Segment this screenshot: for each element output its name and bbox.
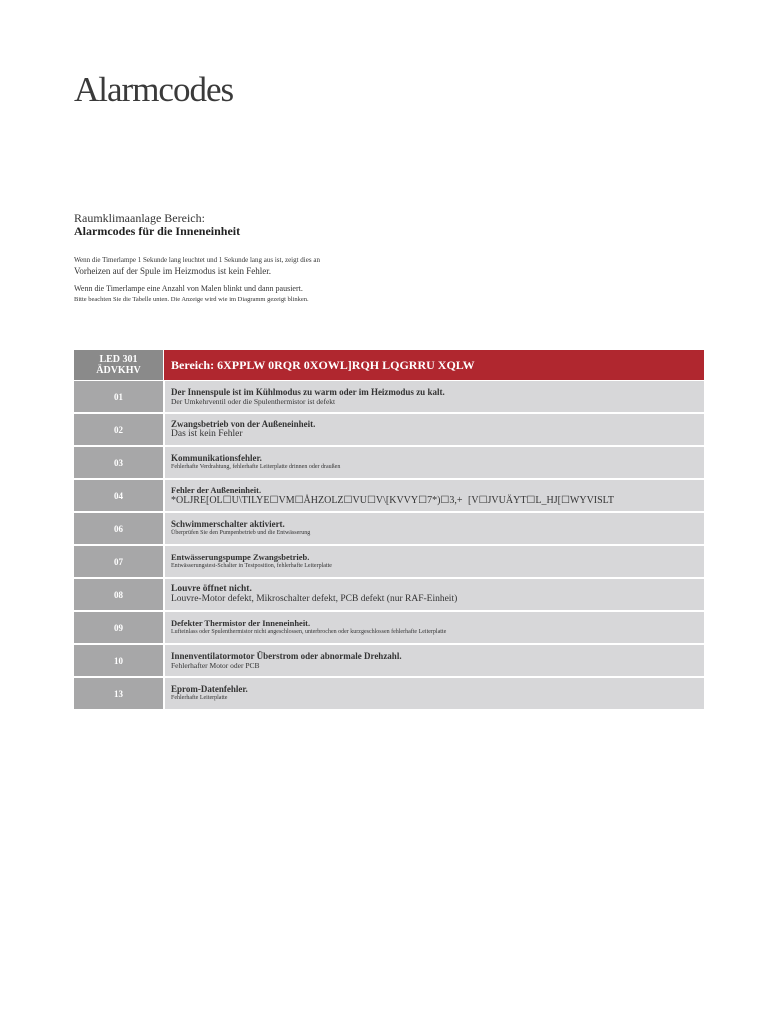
alarm-description	[163, 678, 704, 711]
alarm-code: 01	[74, 381, 163, 414]
section-heading: Alarmcodes für die Inneneinheit	[74, 224, 241, 238]
intro-note-1: Wenn die Timerlampe 1 Sekunde lang leuchtet und 1 Sekunde lang aus ist, zeigt dies an	[74, 256, 320, 264]
table-row	[74, 513, 704, 546]
alarm-detail: Das ist kein Fehler	[171, 429, 243, 439]
alarm-detail: Entwässerungstest-Schalter in Testposition, fehlerhafte Leiterplatte	[171, 563, 332, 569]
alarm-detail: Der Umkehrventil oder die Spulenthermistor ist defekt	[171, 396, 336, 406]
intro-note-2: Vorheizen auf der Spule im Heizmodus ist kein Fehler.	[74, 266, 272, 276]
alarm-code: 06	[74, 513, 163, 546]
alarm-detail: Fehlerhafte Verdrahtung, fehlerhafte Leiterplatte drinnen oder draußen	[171, 464, 341, 470]
table-row	[74, 414, 704, 447]
alarm-description	[163, 546, 704, 579]
alarm-title: Zwangsbetrieb von der Außeneinheit.	[171, 419, 316, 429]
led-header-line-1: LED 301	[99, 354, 138, 365]
alarm-detail: Lufteinlass oder Spulenthermistor nicht angeschlossen, unterbrochen oder kurzgeschlossen fehlerhafte Leiterplatte	[171, 629, 447, 635]
alarm-description	[163, 579, 704, 612]
alarm-code: 08	[74, 579, 163, 612]
alarm-description	[163, 513, 704, 546]
table-row	[74, 645, 704, 678]
table-row	[74, 480, 704, 513]
table-row	[74, 678, 704, 711]
alarm-description	[163, 612, 704, 645]
alarm-code-table	[74, 350, 704, 711]
alarm-description	[163, 414, 704, 447]
page-title: Alarmcodes	[74, 70, 234, 109]
alarm-title: Entwässerungspumpe Zwangsbetrieb.	[171, 552, 310, 562]
table-header-row	[74, 350, 704, 381]
alarm-title: Kommunikationsfehler.	[171, 453, 262, 463]
alarm-title: Defekter Thermistor der Inneneinheit.	[171, 618, 311, 628]
table-row	[74, 612, 704, 645]
table-row	[74, 381, 704, 414]
intro-section	[74, 212, 704, 304]
alarm-detail: *OLJRE[OL☐U\TILYE☐VM☐ÅHZOLZ☐VU☐V\[KVVY☐7*)☐3,+ [V☐JVUÄYT☐L_HJ[☐WYVISLT	[171, 494, 614, 506]
alarm-code: 07	[74, 546, 163, 579]
alarm-title: Schwimmerschalter aktiviert.	[171, 519, 285, 529]
section-subtitle: Raumklimaanlage Bereich:	[74, 211, 205, 225]
table-header-title: Bereich: 6XPPLW 0RQR 0XOWL]RQH LQGRRU XQLW	[163, 350, 704, 381]
alarm-title: Fehler der Außeneinheit.	[171, 484, 262, 495]
alarm-description	[163, 480, 704, 513]
alarm-code: 03	[74, 447, 163, 480]
intro-note-4: Bitte beachten Sie die Tabelle unten. Die Anzeige wird wie im Diagramm gezeigt blinken.	[74, 296, 309, 303]
table-row	[74, 447, 704, 480]
alarm-detail: Fehlerhafte Leiterplatte	[171, 695, 228, 701]
alarm-code: 13	[74, 678, 163, 711]
alarm-code: 02	[74, 414, 163, 447]
alarm-title: Innenventilatormotor Überstrom oder abnormale Drehzahl.	[171, 650, 402, 661]
alarm-title: Louvre öffnet nicht.	[171, 584, 252, 594]
alarm-description	[163, 645, 704, 678]
alarm-code: 10	[74, 645, 163, 678]
alarm-title: Eprom-Datenfehler.	[171, 684, 248, 694]
alarm-code: 04	[74, 480, 163, 513]
table-header-led	[74, 350, 163, 381]
alarm-detail: Fehlerhafter Motor oder PCB	[171, 660, 260, 670]
table-row	[74, 546, 704, 579]
alarm-detail: Überprüfen Sie den Pumpenbetrieb und die Entwässerung	[171, 530, 311, 536]
intro-note-3: Wenn die Timerlampe eine Anzahl von Malen blinkt und dann pausiert.	[74, 284, 303, 293]
alarm-description	[163, 447, 704, 480]
alarm-description	[163, 381, 704, 414]
alarm-title: Der Innenspule ist im Kühlmodus zu warm oder im Heizmodus zu kalt.	[171, 386, 445, 397]
table-row	[74, 579, 704, 612]
led-header-line-2: ÄDVKHV	[96, 365, 141, 376]
alarm-detail: Louvre-Motor defekt, Mikroschalter defekt, PCB defekt (nur RAF-Einheit)	[171, 594, 458, 604]
alarm-code: 09	[74, 612, 163, 645]
